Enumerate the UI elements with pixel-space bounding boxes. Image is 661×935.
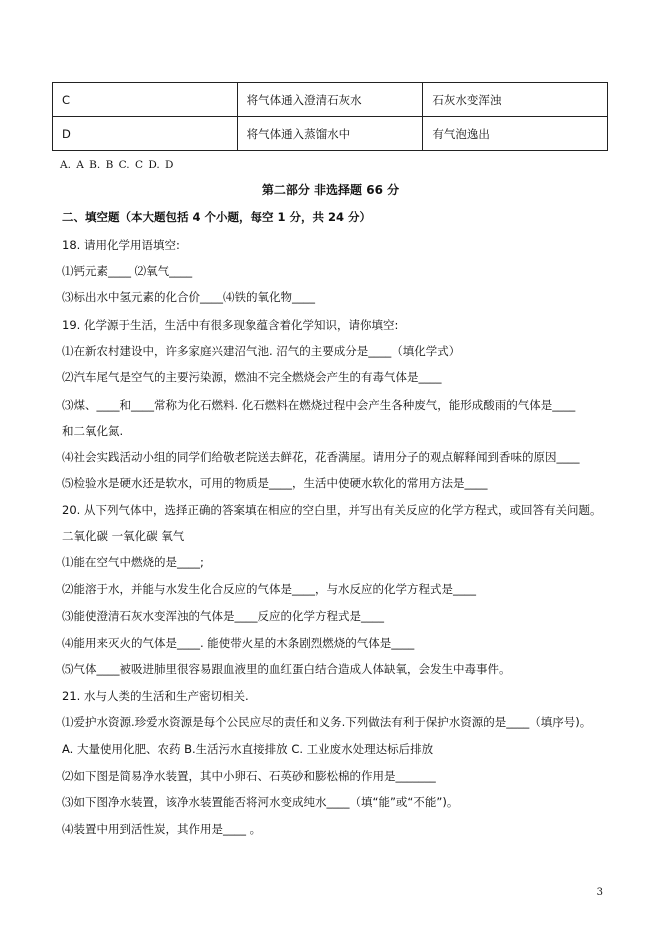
operation-cell: 将气体通入澄清石灰水	[237, 83, 423, 117]
question-21-stem: 21. 水与人类的生活和生产密切相关.	[62, 689, 249, 703]
question-19-item-4: ⑷社会实践活动小组的同学们给敬老院送去鲜花，花香满屋。请用分子的观点解释闻到香味的原因____	[62, 450, 580, 464]
question-18-line-2: ⑶标出水中氢元素的化合价____⑷铁的氧化物____	[62, 290, 315, 304]
question-20-item-4: ⑷能用来灭火的气体是____. 能使带火星的木条剧烈燃烧的气体是____	[62, 636, 415, 650]
question-18-line-1: ⑴钙元素____ ⑵氧气____	[62, 264, 193, 278]
question-20-item-3: ⑶能使澄清石灰水变浑浊的气体是____反应的化学方程式是____	[62, 609, 384, 623]
question-19-stem: 19. 化学源于生活，生活中有很多现象蕴含着化学知识，请你填空:	[62, 318, 399, 332]
question-21-item-4: ⑷装置中用到活性炭，其作用是____ 。	[62, 822, 262, 836]
section-title: 二、填空题（本大题包括 4 个小题，每空 1 分，共 24 分）	[62, 210, 372, 224]
phenomenon-cell: 有气泡逸出	[423, 117, 608, 151]
question-20-item-2: ⑵能溶于水，并能与水发生化合反应的气体是____，与水反应的化学方程式是____	[62, 582, 476, 596]
table-row	[53, 83, 608, 117]
question-19-item-1: ⑴在新农村建设中，许多家庭兴建沼气池. 沼气的主要成分是____（填化学式）	[62, 344, 461, 358]
question-19-item-2: ⑵汽车尾气是空气的主要污染源，燃油不完全燃烧会产生的有毒气体是____	[62, 370, 442, 384]
question-20-stem: 20. 从下列气体中，选择正确的答案填在相应的空白里，并写出有关反应的化学方程式，或回答有关问题。	[62, 503, 602, 517]
question-19-item-3-cont: 和二氧化氮.	[62, 424, 124, 438]
page-number: 3	[596, 887, 603, 898]
table-row	[53, 117, 608, 151]
question-21-item-2: ⑵如下图是简易净水装置，其中小卵石、石英砂和膨松棉的作用是_______	[62, 769, 436, 783]
question-20-item-5: ⑸气体____被吸进肺里很容易跟血液里的血红蛋白结合造成人体缺氧，会发生中毒事件。	[62, 662, 511, 676]
phenomenon-cell: 石灰水变浑浊	[423, 83, 608, 117]
options-table	[52, 82, 608, 151]
option-label: C	[53, 83, 238, 117]
question-21-item-3: ⑶如下图净水装置，该净水装置能否将河水变成纯水____（填“能”或“不能”)。	[62, 795, 459, 809]
option-label: D	[53, 117, 238, 151]
question-19-item-3: ⑶煤、____和____常称为化石燃料. 化石燃料在燃烧过程中会产生各种废气，能形成酸雨的气体是____	[62, 398, 576, 412]
question-21-choices: A. 大量使用化肥、农药 B.生活污水直接排放 C. 工业废水处理达标后排放	[62, 742, 434, 756]
operation-cell: 将气体通入蒸馏水中	[237, 117, 423, 151]
question-21-item-1: ⑴爱护水资源.珍爱水资源是每个公民应尽的责任和义务.下列做法有利于保护水资源的是____（填序号)。	[62, 715, 592, 729]
question-18-stem: 18. 请用化学用语填空:	[62, 238, 180, 252]
part-title: 第二部分 非选择题 66 分	[261, 183, 400, 197]
question-20-gases: 二氧化碳 一氧化碳 氧气	[62, 529, 185, 543]
answer-choices: A. A B. B C. C D. D	[60, 159, 174, 171]
question-20-item-1: ⑴能在空气中燃烧的是____;	[62, 555, 204, 569]
question-19-item-5: ⑸检验水是硬水还是软水，可用的物质是____，生活中使硬水软化的常用方法是____	[62, 476, 488, 490]
